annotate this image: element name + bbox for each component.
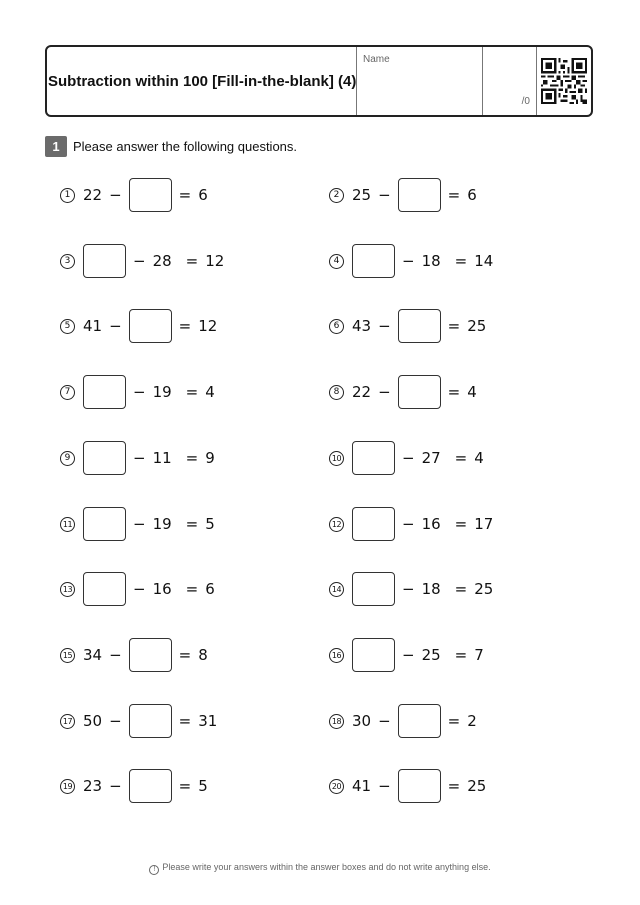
problem-number-badge: 6 xyxy=(329,319,344,334)
answer-box[interactable] xyxy=(83,572,126,606)
equals-sign: = xyxy=(447,186,461,204)
answer-box[interactable] xyxy=(129,638,172,672)
problem-number-badge: 8 xyxy=(329,385,344,400)
minus-sign: − xyxy=(133,449,146,467)
subtrahend: 28 xyxy=(152,252,172,270)
equals-sign: = xyxy=(185,449,199,467)
difference: 4 xyxy=(467,383,477,401)
minus-sign: − xyxy=(402,449,415,467)
problem-number-badge: 12 xyxy=(329,517,344,532)
equals-sign: = xyxy=(454,646,468,664)
difference: 5 xyxy=(205,515,215,533)
difference: 4 xyxy=(205,383,215,401)
answer-box[interactable] xyxy=(83,441,126,475)
problem-10 xyxy=(329,440,491,476)
difference: 4 xyxy=(474,449,484,467)
answer-box[interactable] xyxy=(83,375,126,409)
answer-box[interactable] xyxy=(398,375,441,409)
problem-16 xyxy=(329,637,491,673)
minus-sign: − xyxy=(133,515,146,533)
difference: 6 xyxy=(198,186,208,204)
qr-cell xyxy=(537,47,591,115)
equals-sign: = xyxy=(447,317,461,335)
worksheet-title: Subtraction within 100 [Fill-in-the-blank] (4) xyxy=(47,47,357,115)
problem-number-badge: 17 xyxy=(60,714,75,729)
difference: 14 xyxy=(474,252,494,270)
problem-3 xyxy=(60,243,231,279)
score-label: /0 xyxy=(521,96,530,107)
difference: 9 xyxy=(205,449,215,467)
problem-number-badge: 16 xyxy=(329,648,344,663)
subtrahend: 16 xyxy=(152,580,172,598)
subtrahend: 19 xyxy=(152,383,172,401)
answer-box[interactable] xyxy=(83,507,126,541)
difference: 17 xyxy=(474,515,494,533)
answer-box[interactable] xyxy=(129,769,172,803)
equals-sign: = xyxy=(178,777,192,795)
problem-number-badge: 5 xyxy=(60,319,75,334)
problem-8 xyxy=(329,374,484,410)
equals-sign: = xyxy=(178,186,192,204)
minus-sign: − xyxy=(378,383,391,401)
equals-sign: = xyxy=(454,580,468,598)
problem-15 xyxy=(60,637,215,673)
problem-6 xyxy=(329,308,493,344)
problem-number-badge: 14 xyxy=(329,582,344,597)
difference: 6 xyxy=(205,580,215,598)
problem-number-badge: 19 xyxy=(60,779,75,794)
minuend: 43 xyxy=(352,317,372,335)
minuend: 22 xyxy=(352,383,372,401)
subtrahend: 18 xyxy=(421,580,441,598)
equals-sign: = xyxy=(454,252,468,270)
equals-sign: = xyxy=(178,317,192,335)
problem-1 xyxy=(60,177,215,213)
minus-sign: − xyxy=(378,186,391,204)
info-icon: ! xyxy=(149,865,159,875)
difference: 7 xyxy=(474,646,484,664)
equals-sign: = xyxy=(447,777,461,795)
difference: 25 xyxy=(467,317,487,335)
problem-number-badge: 15 xyxy=(60,648,75,663)
problem-number-badge: 13 xyxy=(60,582,75,597)
problem-number-badge: 4 xyxy=(329,254,344,269)
problem-18 xyxy=(329,703,484,739)
problem-5 xyxy=(60,308,224,344)
equals-sign: = xyxy=(178,646,192,664)
minus-sign: − xyxy=(402,580,415,598)
minus-sign: − xyxy=(133,383,146,401)
minus-sign: − xyxy=(402,252,415,270)
section-instruction: Please answer the following questions. xyxy=(73,139,298,154)
answer-box[interactable] xyxy=(129,309,172,343)
difference: 8 xyxy=(198,646,208,664)
minus-sign: − xyxy=(133,252,146,270)
equals-sign: = xyxy=(447,712,461,730)
problem-20 xyxy=(329,768,493,804)
problem-9 xyxy=(60,440,222,476)
equals-sign: = xyxy=(178,712,192,730)
problem-2 xyxy=(329,177,484,213)
difference: 31 xyxy=(198,712,218,730)
name-label: Name xyxy=(363,54,390,65)
equals-sign: = xyxy=(454,515,468,533)
problem-number-badge: 7 xyxy=(60,385,75,400)
problem-17 xyxy=(60,703,224,739)
problem-13 xyxy=(60,571,222,607)
minuend: 23 xyxy=(83,777,103,795)
answer-box[interactable] xyxy=(352,638,395,672)
subtrahend: 18 xyxy=(421,252,441,270)
minuend: 30 xyxy=(352,712,372,730)
answer-box[interactable] xyxy=(352,441,395,475)
problem-number-badge: 1 xyxy=(60,188,75,203)
equals-sign: = xyxy=(454,449,468,467)
minus-sign: − xyxy=(109,646,122,664)
name-field[interactable] xyxy=(357,47,483,115)
subtrahend: 25 xyxy=(421,646,441,664)
difference: 6 xyxy=(467,186,477,204)
answer-box[interactable] xyxy=(398,178,441,212)
subtrahend: 16 xyxy=(421,515,441,533)
subtrahend: 19 xyxy=(152,515,172,533)
equals-sign: = xyxy=(185,252,199,270)
minuend: 34 xyxy=(83,646,103,664)
difference: 25 xyxy=(474,580,494,598)
minus-sign: − xyxy=(109,712,122,730)
subtrahend: 27 xyxy=(421,449,441,467)
minuend: 41 xyxy=(83,317,103,335)
section-number-badge: 1 xyxy=(45,136,67,157)
minus-sign: − xyxy=(109,317,122,335)
minuend: 41 xyxy=(352,777,372,795)
worksheet-header xyxy=(45,45,593,117)
problem-11 xyxy=(60,506,222,542)
minus-sign: − xyxy=(109,186,122,204)
difference: 12 xyxy=(205,252,225,270)
minus-sign: − xyxy=(378,777,391,795)
difference: 25 xyxy=(467,777,487,795)
problem-number-badge: 10 xyxy=(329,451,344,466)
problem-number-badge: 11 xyxy=(60,517,75,532)
problem-number-badge: 18 xyxy=(329,714,344,729)
problem-number-badge: 9 xyxy=(60,451,75,466)
subtrahend: 11 xyxy=(152,449,172,467)
difference: 2 xyxy=(467,712,477,730)
section-heading xyxy=(45,136,297,157)
problem-7 xyxy=(60,374,222,410)
minus-sign: − xyxy=(109,777,122,795)
equals-sign: = xyxy=(447,383,461,401)
equals-sign: = xyxy=(185,580,199,598)
problem-12 xyxy=(329,506,500,542)
minuend: 50 xyxy=(83,712,103,730)
difference: 12 xyxy=(198,317,218,335)
problem-4 xyxy=(329,243,500,279)
minus-sign: − xyxy=(378,712,391,730)
problem-number-badge: 2 xyxy=(329,188,344,203)
score-field xyxy=(483,47,537,115)
answer-box[interactable] xyxy=(129,178,172,212)
minus-sign: − xyxy=(402,515,415,533)
footer-note xyxy=(0,862,640,875)
problem-19 xyxy=(60,768,215,804)
difference: 5 xyxy=(198,777,208,795)
equals-sign: = xyxy=(185,383,199,401)
answer-box[interactable] xyxy=(129,704,172,738)
answer-box[interactable] xyxy=(352,572,395,606)
answer-box[interactable] xyxy=(352,507,395,541)
problem-14 xyxy=(329,571,500,607)
answer-box[interactable] xyxy=(398,704,441,738)
minus-sign: − xyxy=(378,317,391,335)
answer-box[interactable] xyxy=(398,769,441,803)
problem-number-badge: 3 xyxy=(60,254,75,269)
answer-box[interactable] xyxy=(398,309,441,343)
qr-code-icon xyxy=(541,58,587,104)
footer-text: Please write your answers within the answer boxes and do not write anything else. xyxy=(162,862,491,872)
problem-number-badge: 20 xyxy=(329,779,344,794)
minus-sign: − xyxy=(402,646,415,664)
answer-box[interactable] xyxy=(352,244,395,278)
equals-sign: = xyxy=(185,515,199,533)
minuend: 22 xyxy=(83,186,103,204)
minuend: 25 xyxy=(352,186,372,204)
answer-box[interactable] xyxy=(83,244,126,278)
minus-sign: − xyxy=(133,580,146,598)
